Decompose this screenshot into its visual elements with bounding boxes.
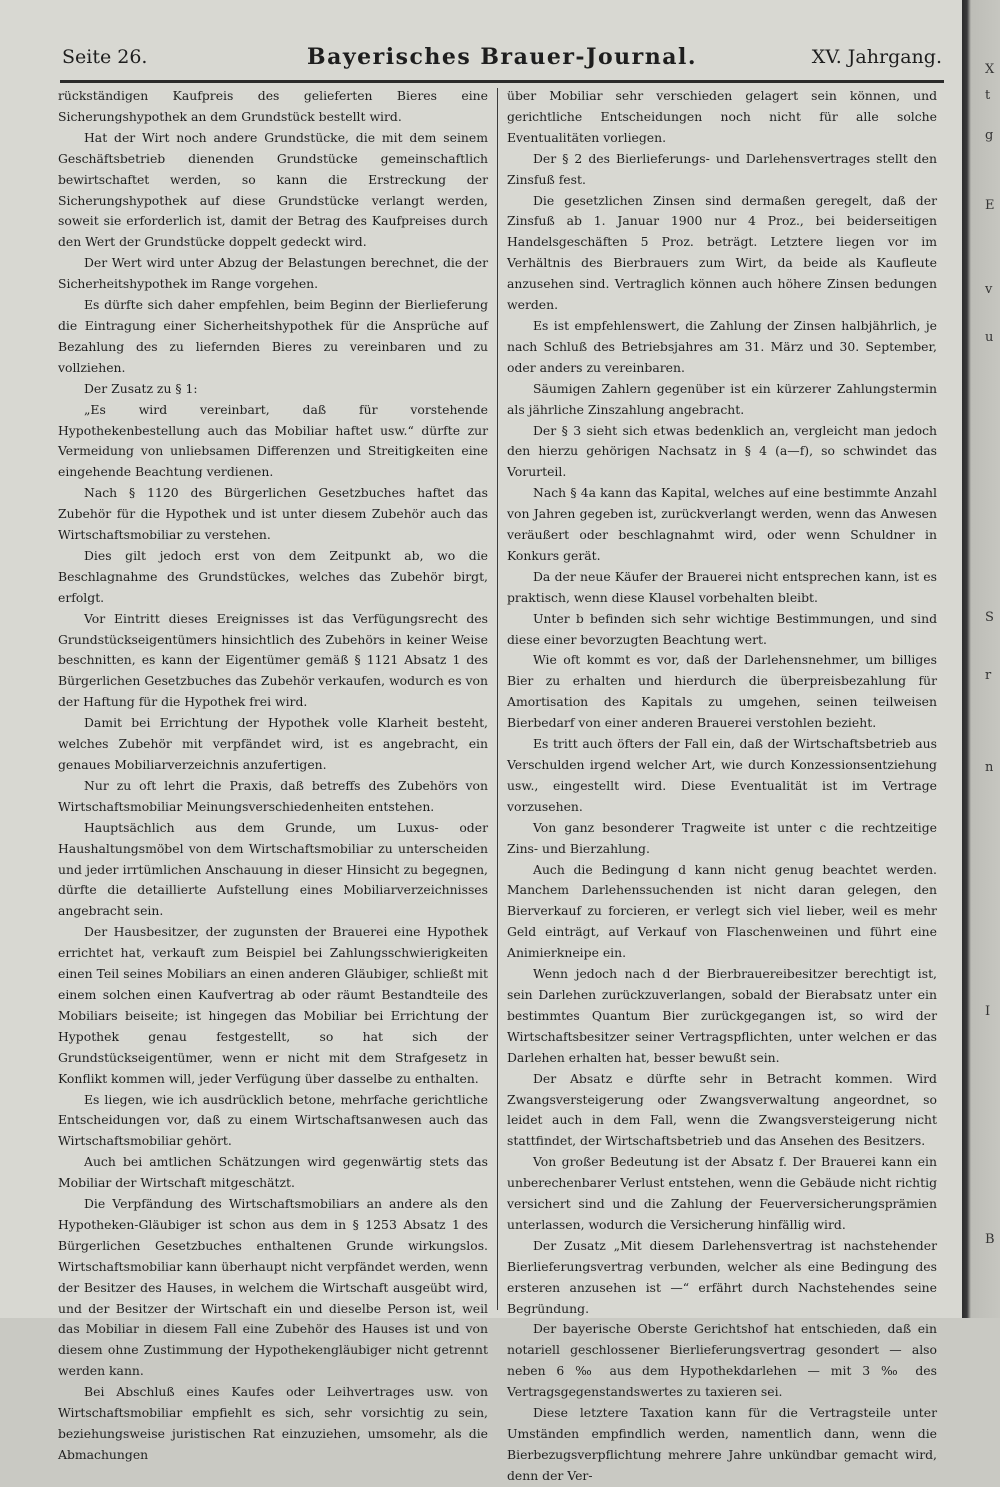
paragraph: Damit bei Errichtung der Hypothek volle Klarheit besteht, welches Zubehör mit verpfändet wird, ist es angebracht, ein genaues Mobiliarverzeichnis anzufertigen. xyxy=(58,715,488,772)
paragraph: Wie oft kommt es vor, daß der Darlehensnehmer, um billiges Bier zu erhalten und hierdurch die überpreisbezahlung für Amortisation des Kapitals zu umgehen, seinen teilweisen Bierbedarf von einer anderen Brauerei verstohlen bezieht. xyxy=(507,652,937,731)
journal-title: Bayerisches Brauer-Journal. xyxy=(307,44,697,70)
edge-fragment: S xyxy=(985,610,994,625)
header-rule xyxy=(60,80,944,83)
paragraph: Nach § 4a kann das Kapital, welches auf eine bestimmte Anzahl von Jahren gegeben ist, zurückverlangt werden, wenn das Anwesen veräußert oder beschlagnahmt wird, oder wenn Schuldner in Konkurs gerät. xyxy=(507,485,937,563)
paragraph: Auch bei amtlichen Schätzungen wird gegenwärtig stets das Mobiliar der Wirtschaft mitgeschätzt. xyxy=(58,1154,488,1191)
paragraph: Der Absatz e dürfte sehr in Betracht kommen. Wird Zwangsversteigerung oder Zwangsverwaltung angeordnet, so leidet auch in dem Fall, wenn die Zwangsversteigerung nicht stattfindet, der Wirtschaftsbetrieb und das Ansehen des Besitzers. xyxy=(507,1070,937,1149)
paragraph: Der § 2 des Bierlieferungs- und Darlehensvertrages stellt den Zinsfuß fest. xyxy=(507,150,937,187)
paragraph: Bei Abschluß eines Kaufes oder Leihvertrages usw. von Wirtschaftsmobiliar empfiehlt es sich, sehr vorsichtig zu sein, beziehungsweise juristischen Rat einzuziehen, umsomehr, als die Abmachungen xyxy=(58,1384,488,1462)
edge-fragment: g xyxy=(985,128,994,143)
paragraph: Es dürfte sich daher empfehlen, beim Beginn der Bierlieferung die Eintragung einer Sicherheitshypothek für die Ansprüche auf Bezahlung des zu liefernden Bieres zu vereinbaren und zu vollziehen. xyxy=(58,297,488,375)
paragraph: Nur zu oft lehrt die Praxis, daß betreffs des Zubehörs von Wirtschaftsmobiliar Meinungsverschiedenheiten entstehen. xyxy=(58,777,488,814)
paragraph: Vor Eintritt dieses Ereignisses ist das Verfügungsrecht des Grundstückseigentümers hinsichtlich des Zubehörs in keiner Weise beschnitten, es kann der Eigentümer gemäß § 1121 Absatz 1 des Bürgerlichen Gesetzbuches das Zubehör verkaufen, wodurch es von der Haftung für die Hypothek frei wird. xyxy=(58,610,488,710)
paragraph: Dies gilt jedoch erst von dem Zeitpunkt ab, wo die Beschlagnahme des Grundstückes, welches das Zubehör birgt, erfolgt. xyxy=(58,547,488,605)
edge-fragment: u xyxy=(985,330,994,345)
volume-label: XV. Jahrgang. xyxy=(811,46,942,68)
paragraph: Säumigen Zahlern gegenüber ist ein kürzerer Zahlungstermin als jährliche Zinszahlung angebracht. xyxy=(507,380,937,417)
paragraph: Der bayerische Oberste Gerichtshof hat entschieden, daß ein notariell geschlossener Bierlieferungsvertrag gesondert — also neben 6 ‰ aus dem Hypothekdarlehen — mit 3 ‰ des Vertragsgegenstandswertes zu taxieren sei. xyxy=(507,1321,937,1400)
paragraph: Wenn jedoch nach d der Bierbrauereibesitzer berechtigt ist, sein Darlehen zurückzuverlangen, sobald der Bierabsatz unter ein bestimmtes Quantum Bier zurückgegangen ist, so wird der Wirtschaftsbesitzer seiner Vertragspflichten, unter welchen er das Darlehen erhalten hat, besser bewußt sein. xyxy=(507,966,937,1065)
paragraph: Nach § 1120 des Bürgerlichen Gesetzbuches haftet das Zubehör für die Hypothek und ist unter diesem Zubehör auch das Wirtschaftsmobiliar zu verstehen. xyxy=(58,485,488,543)
paragraph: rückständigen Kaufpreis des gelieferten Bieres eine Sicherungshypothek an dem Grundstück bestellt wird. xyxy=(58,88,488,124)
page-header xyxy=(62,44,942,78)
paragraph: Hat der Wirt noch andere Grundstücke, die mit dem seinem Geschäftsbetrieb dienenden Grundstücke gemeinschaftlich bewirtschaftet werden, so kann die Erstreckung der Sicherungshypothek auf diese Grundstücke verlangt werden, soweit sie erforderlich ist, damit der Betrag des Kaufpreises durch den Wert der Grundstücke doppelt gedeckt wird. xyxy=(58,129,488,250)
paragraph: Unter b befinden sich sehr wichtige Bestimmungen, und sind diese einer bevorzugten Beachtung wert. xyxy=(507,610,937,647)
paragraph: über Mobiliar sehr verschieden gelagert sein können, und gerichtliche Entscheidungen noch nicht für alle solche Eventualitäten vorliegen. xyxy=(507,88,937,145)
paragraph: Die gesetzlichen Zinsen sind dermaßen geregelt, daß der Zinsfuß ab 1. Januar 1900 nur 4 Proz., bei beiderseitigen Handelsgeschäften 5 Proz. beträgt. Letztere liegen vor im Verhältnis des Bierbrauers zum Wirt, da beide als Kaufleute anzusehen sind. Vertraglich können auch höhere Zinsen bedungen werden. xyxy=(507,192,937,313)
page-number: Seite 26. xyxy=(62,46,148,68)
paragraph: Da der neue Käufer der Brauerei nicht entsprechen kann, ist es praktisch, wenn diese Klausel vorbehalten bleibt. xyxy=(507,568,937,605)
edge-fragment: X xyxy=(985,62,995,77)
edge-fragment: I xyxy=(985,1004,991,1019)
paragraph: Es liegen, wie ich ausdrücklich betone, mehrfache gerichtliche Entscheidungen vor, daß zu einem Wirtschaftsanwesen auch das Wirtschaftsmobiliar gehört. xyxy=(58,1091,488,1149)
paragraph: Diese letztere Taxation kann für die Vertragsteile unter Umständen empfindlich werden, namentlich dann, wenn die Bierbezugsverpflichtung mehrere Jahre unkündbar gemacht wird, denn der Ver- xyxy=(507,1405,937,1483)
edge-fragment: t xyxy=(985,88,991,103)
left-column xyxy=(58,86,488,1466)
paragraph: Auch die Bedingung d kann nicht genug beachtet werden. Manchem Darlehenssuchenden ist nicht daran gelegen, den Bierverkauf zu forcieren, er verlegt sich viel lieber, weil es mehr Geld einträgt, auf Verkauf von Flaschenweinen und führt eine Animierkneipe ein. xyxy=(507,861,937,961)
edge-fragment: r xyxy=(985,668,992,683)
paragraph: Es ist empfehlenswert, die Zahlung der Zinsen halbjährlich, je nach Schluß des Betriebsjahres am 31. März und 30. September, oder anders zu vereinbaren. xyxy=(507,317,937,375)
paragraph: Von ganz besonderer Tragweite ist unter c die rechtzeitige Zins- und Bierzahlung. xyxy=(507,819,937,856)
paragraph: Der Hausbesitzer, der zugunsten der Brauerei eine Hypothek errichtet hat, verkauft zum Beispiel bei Zahlungsschwierigkeiten einen Teil seines Mobiliars an einen anderen Gläubiger, schließt mit einem solchen einen Kaufvertrag ab oder räumt Bestandteile des Mobiliars beiseite; ist hingegen das Mobiliar bei Errichtung der Hypothek genau festgestellt, so hat sich der Grundstückseigentümer, wenn er nicht mit dem Strafgesetz in Konflikt kommen will, jeder Verfügung über dasselbe zu enthalten. xyxy=(58,924,488,1086)
paragraph: Hauptsächlich aus dem Grunde, um Luxus- oder Haushaltungsmöbel von dem Wirtschaftsmobiliar zu unterscheiden und jeder irrtümlichen Anschauung in dieser Hinsicht zu begegnen, dürfte die detaillierte Aufstellung eines Mobiliarverzeichnisses angebracht sein. xyxy=(58,819,488,919)
paragraph: Die Verpfändung des Wirtschaftsmobiliars an andere als den Hypotheken-Gläubiger ist schon aus dem in § 1253 Absatz 1 des Bürgerlichen Gesetzbuches enthaltenen Grunde wirkungslos. Wirtschaftsmobiliar kann überhaupt nicht verpfändet werden, wenn der Besitzer des Hauses, in welchem die Wirtschaft ausgeübt wird, und der Besitzer der Wirtschaft ein und dieselbe Person ist, weil das Mobiliar in diesem Fall eine Zubehör des Hauses ist und von diesem ohne Zustimmung der Hypothekengläubiger nicht getrennt werden kann. xyxy=(58,1196,488,1379)
paragraph: Es tritt auch öfters der Fall ein, daß der Wirtschaftsbetrieb aus Verschulden irgend welcher Art, wie durch Konzessionsentziehung usw., eingestellt wird. Diese Eventualität ist im Vertrage vorzusehen. xyxy=(507,736,937,814)
paragraph: Von großer Bedeutung ist der Absatz f. Der Brauerei kann ein unberechenbarer Verlust entstehen, wenn die Gebäude nicht richtig versichert sind und die Zahlung der Feuerversicherungsprämien unterlassen, wodurch die Versicherung hinfällig wird. xyxy=(507,1154,937,1232)
paragraph: Der Zusatz „Mit diesem Darlehensvertrag ist nachstehender Bierlieferungsvertrag verbunden, welcher als eine Bedingung des ersteren anzusehen ist —“ erfährt durch Nachstehendes seine Begründung. xyxy=(507,1237,937,1316)
paragraph: Der Wert wird unter Abzug der Belastungen berechnet, die der Sicherheitshypothek im Range vorgehen. xyxy=(58,255,488,292)
paragraph: „Es wird vereinbart, daß für vorstehende Hypothekenbestellung auch das Mobiliar haftet usw.“ dürfte zur Vermeidung von unliebsamen Differenzen und Streitigkeiten eine eingehende Beachtung verdienen. xyxy=(58,401,488,480)
edge-fragment: B xyxy=(985,1232,995,1247)
edge-fragment: E xyxy=(985,198,995,213)
paragraph: Der § 3 sieht sich etwas bedenklich an, vergleicht man jedoch den hierzu gehörigen Nachsatz in § 4 (a—f), so schwindet das Vorurteil. xyxy=(507,422,937,480)
right-column xyxy=(507,86,937,1487)
paragraph: Der Zusatz zu § 1: xyxy=(84,380,198,396)
column-divider xyxy=(497,88,498,1310)
edge-fragment: v xyxy=(985,282,993,297)
edge-fragment: n xyxy=(985,760,994,775)
